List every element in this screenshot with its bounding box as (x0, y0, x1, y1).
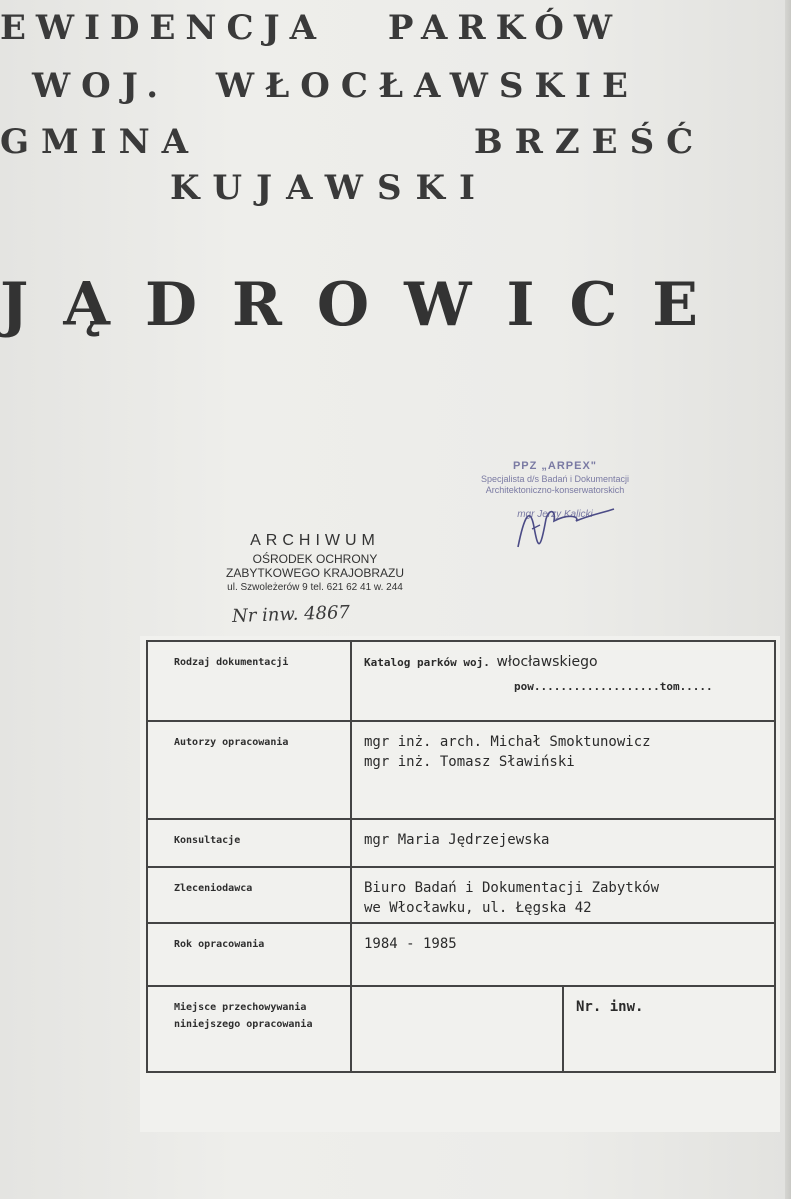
header-line-2: WOJ. WŁOCŁAWSKIE (32, 66, 639, 106)
commissioner-line2: we Włocławku, ul. Łęgska 42 (364, 900, 592, 916)
value-authors (351, 721, 775, 819)
value-consultations (351, 819, 775, 867)
archive-stamp-line3: ZABYTKOWEGO KRAJOBRAZU (225, 566, 405, 580)
inventory-handwritten-number: Nr inw. 4867 (231, 601, 351, 628)
signature-icon (510, 497, 620, 557)
label-year: Rok opracowania (147, 923, 351, 986)
value-storage (351, 986, 563, 1072)
label-commissioner: Zleceniodawca (147, 867, 351, 923)
label-consultations: Konsultacje (147, 819, 351, 867)
header-line-3: GMINA BRZEŚĆ (0, 122, 706, 162)
table-row (147, 641, 775, 721)
doc-type-handwritten: włocławskiego (496, 654, 598, 670)
author-2: mgr inż. Tomasz Sławiński (364, 754, 575, 770)
table-row (147, 721, 775, 819)
label-storage: Miejsce przechowywania niniejszego opracowania (147, 986, 351, 1072)
table-row (147, 867, 775, 923)
arpex-stamp-line1: PPZ „ARPEX" (512, 460, 598, 472)
value-commissioner (351, 867, 775, 923)
consultant-1: mgr Maria Jędrzejewska (364, 832, 550, 848)
commissioner-line1: Biuro Badań i Dokumentacji Zabytków (364, 880, 660, 896)
header-line-4: KUJAWSKI (170, 168, 489, 208)
doc-type-line2: pow...................tom..... (514, 680, 713, 693)
table-row (147, 923, 775, 986)
label-authors: Autorzy opracowania (147, 721, 351, 819)
header-line-1: EWIDENCJA PARKÓW (0, 8, 623, 48)
doc-type-prefix: Katalog parków woj. (364, 656, 490, 669)
archive-stamp-line2: OŚRODEK OCHRONY (252, 552, 378, 566)
arpex-stamp-line4: mgr Jerzy Kalicki (517, 509, 593, 520)
value-doc-type (351, 641, 775, 721)
value-year: 1984 - 1985 (351, 923, 775, 986)
inventory-number-cell: Nr. inw. (563, 986, 775, 1072)
place-name-title: JĄDROWICE (0, 270, 734, 340)
documentation-form-table (146, 640, 776, 1073)
table-row (147, 819, 775, 867)
author-1: mgr inż. arch. Michał Smoktunowicz (364, 734, 651, 750)
archive-stamp (200, 532, 430, 593)
arpex-stamp-line2: Specjalista d/s Badań i Dokumentacji (480, 474, 630, 484)
archive-stamp-line4: ul. Szwoleżerów 9 tel. 621 62 41 w. 244 (227, 582, 403, 593)
table-row (147, 986, 775, 1072)
label-doc-type: Rodzaj dokumentacji (147, 641, 351, 721)
archive-stamp-line1: ARCHIWUM (250, 532, 380, 549)
arpex-stamp-line3: Architektoniczno-konserwatorskich (485, 485, 625, 495)
page-edge (785, 0, 791, 1199)
